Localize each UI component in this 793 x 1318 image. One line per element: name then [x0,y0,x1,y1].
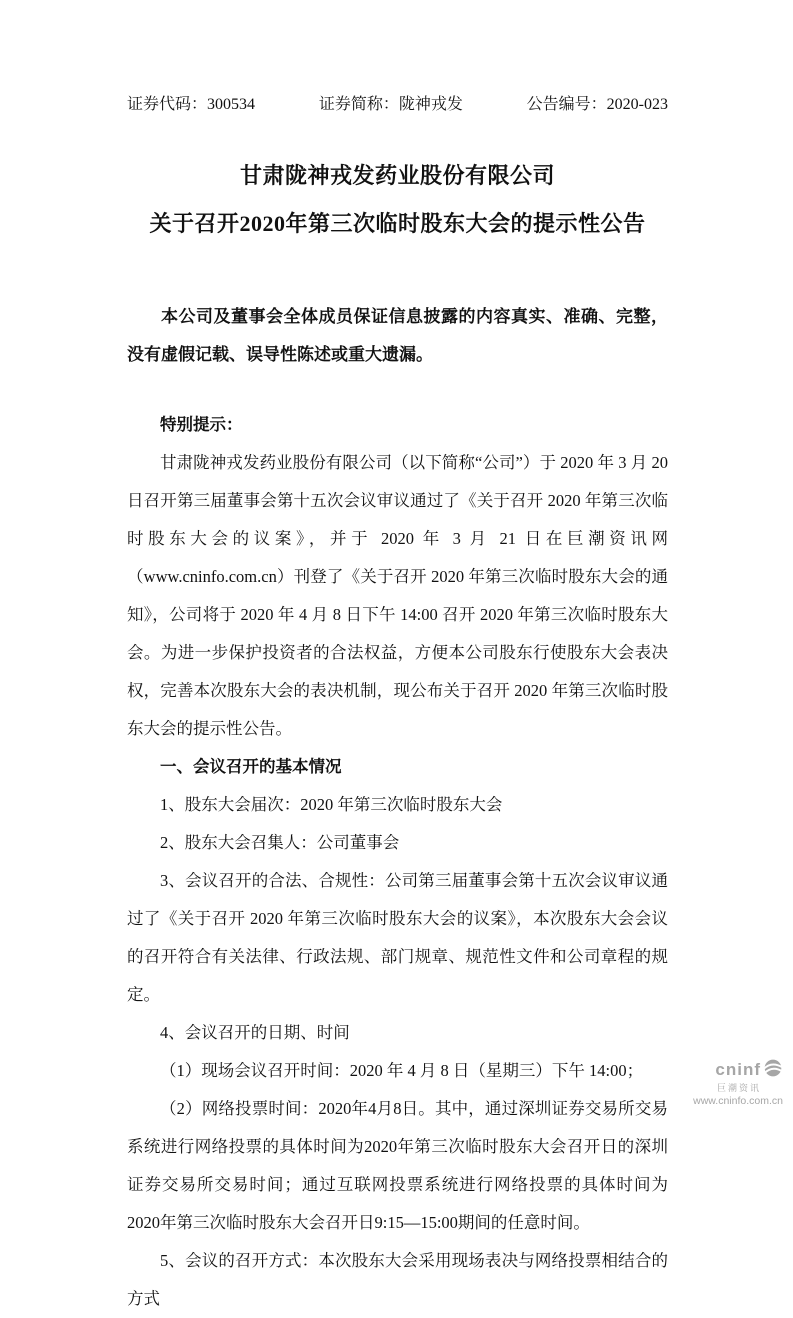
company-name-title: 甘肃陇神戎发药业股份有限公司 [239,163,555,188]
document-body [127,444,668,1318]
special-notice-heading: 特别提示： [160,415,243,434]
announcement-title: 关于召开2020年第三次临时股东大会的提示性公告 [149,211,646,236]
list-item: 2、股东大会召集人：公司董事会 [160,833,400,852]
section-1-heading: 一、会议召开的基本情况 [160,757,342,776]
disclaimer-paragraph: 本公司及董事会全体成员保证信息披露的内容真实、准确、完整，没有虚假记载、误导性陈述或重大遗漏。 [127,307,668,364]
document-title [127,152,668,248]
list-item: 4、会议召开的日期、时间 [160,1023,350,1042]
list-item: 3、会议召开的合法、合规性：公司第三届董事会第十五次会议审议通过了《关于召开 2020 年第三次临时股东大会的议案》，本次股东大会会议的召开符合有关法律、行政法规、部门规章、规范性文件和公司章程的规定。 [127,871,668,1004]
cninfo-chinese-name: 巨潮资讯 [716,1082,761,1093]
cninfo-watermark [693,1058,783,1108]
stock-code: 证券代码：300534 [127,96,256,113]
cninfo-brand-text: cninf [715,1059,761,1079]
list-item: 1、股东大会届次：2020 年第三次临时股东大会 [160,795,503,814]
list-item: （2）网络投票时间：2020年4月8日。其中，通过深圳证券交易所交易系统进行网络投票的具体时间为2020年第三次临时股东大会召开日的深圳证券交易所交易时间；通过互联网投票系统进行网络投票的具体时间为2020年第三次临时股东大会召开日9:15—15:00期间的任意时间。 [127,1099,668,1232]
list-item: （1）现场会议召开时间：2020 年 4 月 8 日（星期三）下午 14:00； [160,1061,644,1080]
cninfo-url: www.cninfo.com.cn [693,1095,783,1108]
list-item: 5、会议的召开方式：本次股东大会采用现场表决与网络投票相结合的方式 [127,1251,668,1308]
cninfo-swirl-icon [763,1058,783,1083]
intro-paragraph: 甘肃陇神戎发药业股份有限公司（以下简称“公司”）于 2020 年 3 月 20 日召开第三届董事会第十五次会议审议通过了《关于召开 2020 年第三次临时股东大会的议案》，并于 2020 年 3 月 21 日在巨潮资讯网（www.cninfo.com.cn）刊登了《关于召开 2020 年第三次临时股东大会的通知》，公司将于 2020 年 4 月 8 日下午 14:00 召开 2020 年第三次临时股东大会。为进一步保护投资者的合法权益，方便本公司股东行使股东大会表决权，完善本次股东大会的表决机制，现公布关于召开 2020 年第三次临时股东大会的提示性公告。 [127,453,668,738]
announcement-number: 公告编号：2020-023 [526,96,668,113]
document-header [127,94,668,116]
stock-name: 证券简称：陇神戎发 [318,96,463,113]
